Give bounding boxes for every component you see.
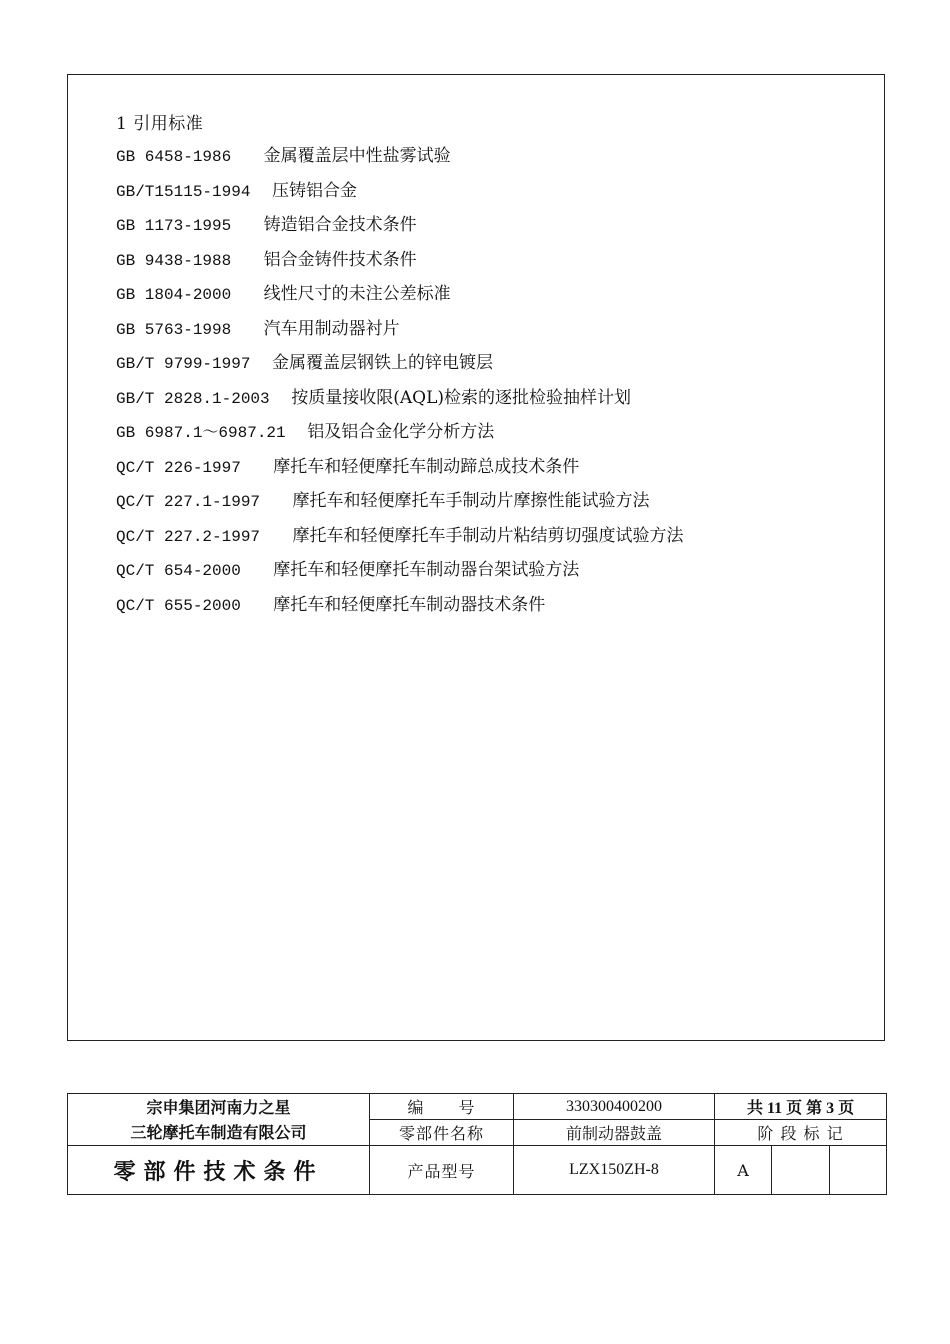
reference-code: GB 6458-1986 [116, 148, 232, 166]
reference-gap [260, 526, 292, 546]
company-line-2: 三轮摩托车制造有限公司 [130, 1122, 307, 1142]
reference-code: QC/T 227.2-1997 [116, 527, 261, 546]
reference-item [116, 212, 683, 247]
stage-value-2 [772, 1146, 830, 1195]
number-label: 编 号 [370, 1094, 514, 1120]
reference-item [116, 523, 683, 558]
reference-code: GB/T15115-1994 [116, 182, 251, 201]
reference-code: QC/T 227.1-1997 [116, 493, 261, 511]
reference-gap [241, 595, 273, 615]
reference-name: 压铸铝合金 [272, 180, 358, 201]
company-name-cell [68, 1094, 370, 1146]
reference-name: 摩托车和轻便摩托车制动器台架试验方法 [273, 560, 580, 580]
reference-name: 金属覆盖层中性盐雾试验 [263, 146, 451, 166]
reference-gap [260, 491, 292, 511]
reference-gap [231, 319, 263, 339]
part-name-label: 零部件名称 [370, 1120, 514, 1146]
reference-code: GB 1804-2000 [116, 286, 232, 304]
title-block [67, 1093, 887, 1195]
reference-gap [250, 353, 272, 373]
reference-gap [231, 284, 263, 304]
reference-code: GB 5763-1998 [116, 320, 232, 339]
reference-list [116, 143, 683, 626]
reference-gap [231, 146, 263, 166]
company-line-1: 宗申集团河南力之星 [146, 1097, 291, 1117]
reference-code: QC/T 654-2000 [116, 562, 241, 580]
reference-name: 摩托车和轻便摩托车制动器技术条件 [273, 594, 546, 615]
reference-item [116, 592, 683, 627]
reference-item [116, 419, 683, 454]
reference-name: 汽车用制动器衬片 [263, 318, 400, 339]
reference-code: GB 9438-1988 [116, 251, 232, 270]
stage-value-1: A [715, 1146, 772, 1195]
reference-code: GB 1173-1995 [116, 217, 232, 235]
reference-item [116, 316, 683, 351]
reference-name: 线性尺寸的未注公差标准 [263, 284, 451, 304]
reference-item [116, 178, 683, 213]
document-body [67, 74, 885, 1041]
reference-name: 摩托车和轻便摩托车手制动片摩擦性能试验方法 [292, 491, 650, 511]
reference-item [116, 454, 683, 489]
model-label: 产品型号 [370, 1146, 514, 1195]
reference-item [116, 385, 683, 420]
reference-code: QC/T 226-1997 [116, 458, 241, 477]
reference-name: 铝合金铸件技术条件 [263, 249, 417, 270]
reference-name: 铸造铝合金技术条件 [263, 215, 417, 235]
reference-gap [241, 457, 273, 477]
reference-gap [231, 250, 263, 270]
reference-code: QC/T 655-2000 [116, 596, 241, 615]
doc-type-title: 零部件技术条件 [113, 1159, 324, 1185]
reference-item [116, 247, 683, 282]
reference-item [116, 350, 683, 385]
reference-name: 摩托车和轻便摩托车制动蹄总成技术条件 [273, 456, 580, 477]
section-title: 1 引用标准 [116, 114, 204, 134]
reference-gap [241, 560, 273, 580]
reference-gap [231, 215, 263, 235]
reference-name: 铝及铝合金化学分析方法 [307, 422, 495, 442]
reference-code: GB/T 2828.1-2003 [116, 389, 270, 408]
reference-code: GB/T 9799-1997 [116, 355, 251, 373]
reference-item [116, 557, 683, 592]
stage-label: 阶 段 标 记 [715, 1120, 887, 1146]
reference-gap [250, 181, 272, 201]
reference-code: GB 6987.1～6987.21 [116, 424, 286, 442]
reference-name: 摩托车和轻便摩托车手制动片粘结剪切强度试验方法 [292, 525, 684, 546]
reference-name: 按质量接收限(AQL)检索的逐批检验抽样计划 [291, 387, 632, 408]
reference-item [116, 143, 683, 178]
reference-gap [270, 388, 292, 408]
number-value: 330300400200 [514, 1094, 715, 1120]
reference-item [116, 281, 683, 316]
stage-value-3 [830, 1146, 887, 1195]
reference-name: 金属覆盖层钢铁上的锌电镀层 [272, 353, 494, 373]
part-name-value: 前制动器鼓盖 [514, 1120, 715, 1146]
reference-gap [286, 422, 308, 442]
page-info: 共 11 页 第 3 页 [715, 1094, 887, 1120]
doc-type-cell [68, 1146, 370, 1195]
model-value: LZX150ZH-8 [514, 1146, 715, 1195]
reference-item [116, 488, 683, 523]
